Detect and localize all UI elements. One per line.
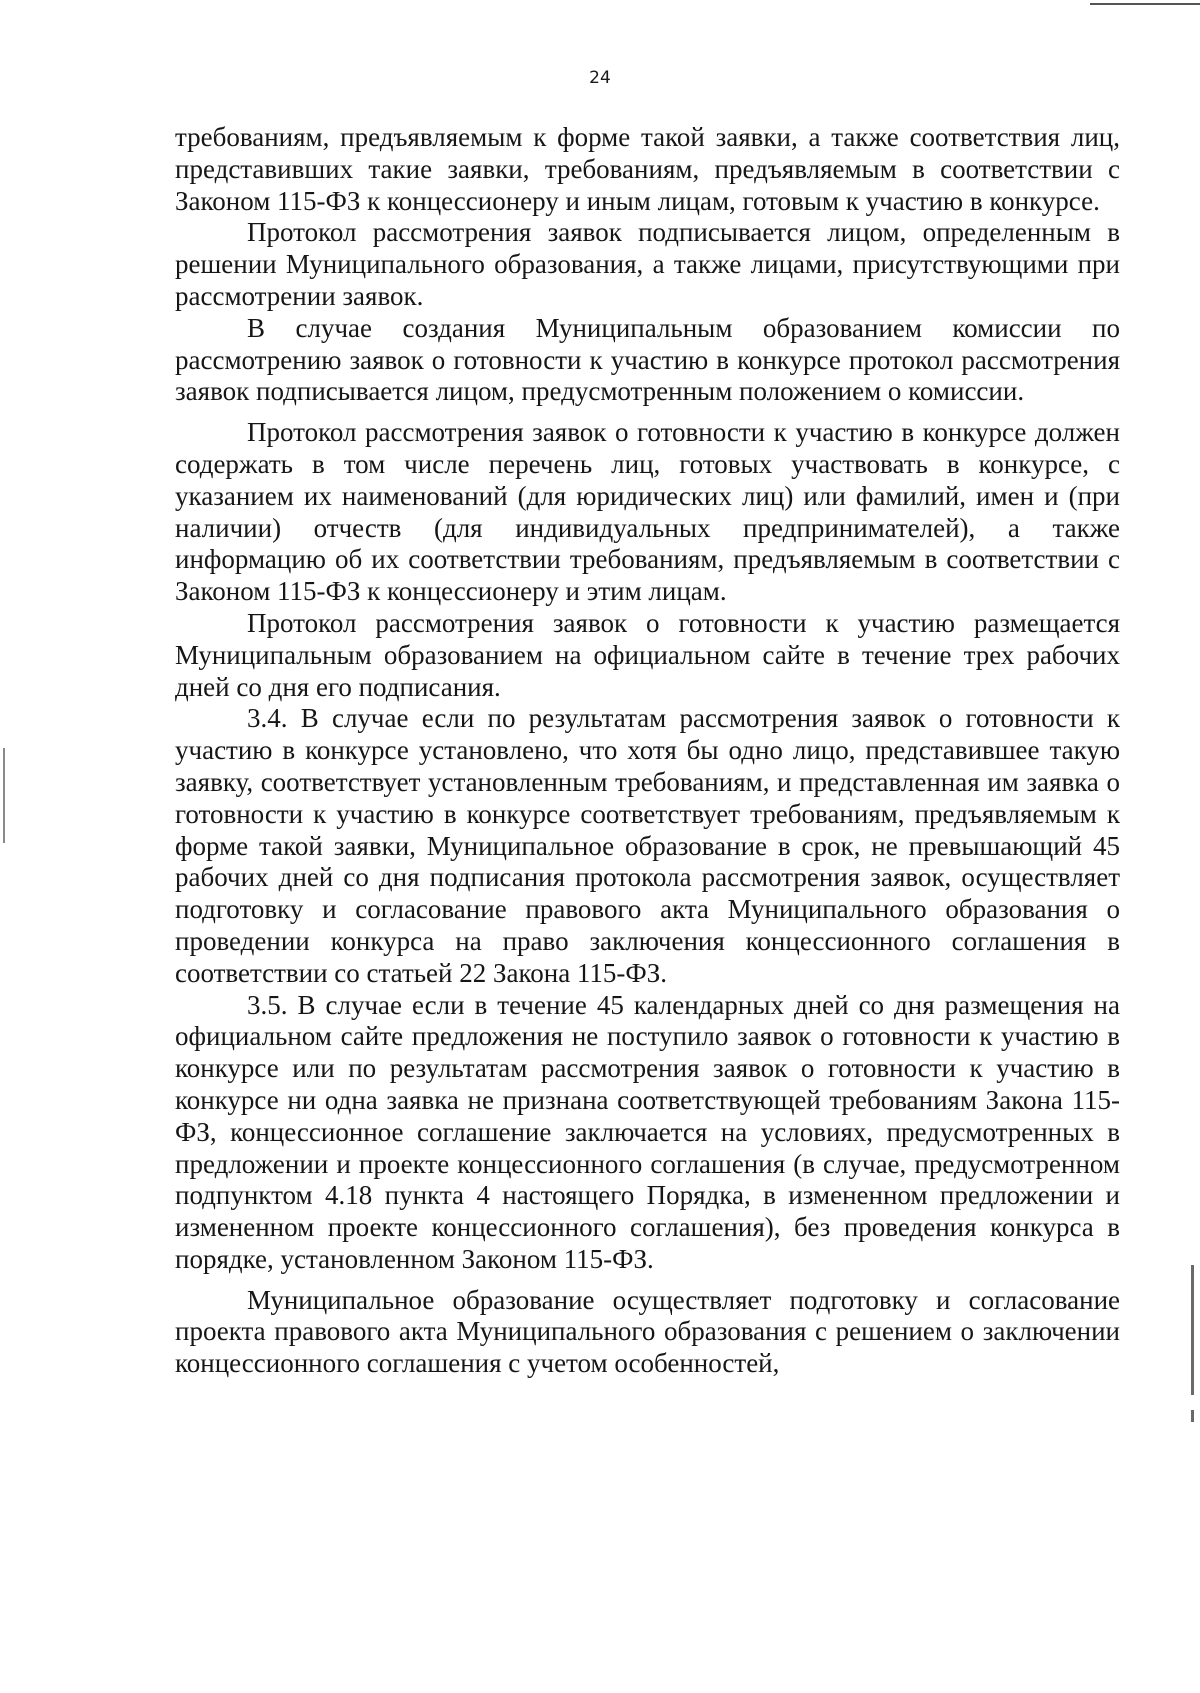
scan-edge-mark-left-small bbox=[3, 822, 5, 832]
paragraph-protocol-signing: Протокол рассмотрения заявок подписывается лицом, определенным в решении Муниципального образования, а также лицами, присутствующими при рассмотрении заявок. bbox=[175, 217, 1120, 311]
paragraph-municipal-preparation: Муниципальное образование осуществляет подготовку и согласование проекта правового акта Муниципального образования с решением о заключении концессионного соглашения с учетом особенностей, bbox=[175, 1284, 1120, 1379]
paragraph-section-3-5: 3.5. В случае если в течение 45 календарных дней со дня размещения на официальном сайте предложения не поступило заявок о готовности к участию в конкурсе или по результатам рассмотрения заявок о готовности к участию в конкурсе ни одна заявка не признана соответствующей требованиям Закона 115-ФЗ, концессионное соглашение заключается на условиях, предусмотренных в предложении и проекте концессионного соглашения (в случае, предусмотренном подпунктом 4.18 пункта 4 настоящего Порядка, в измененном предложении и измененном проекте концессионного соглашения), без проведения конкурса в порядке, установленном Законом 115-ФЗ. bbox=[175, 989, 1120, 1274]
paragraph-commission-case: В случае создания Муниципальным образованием комиссии по рассмотрению заявок о готовности к участию в конкурсе протокол рассмотрения заявок подписывается лицом, предусмотренным положением о комиссии. bbox=[175, 312, 1120, 407]
paragraph-protocol-contents: Протокол рассмотрения заявок о готовности к участию в конкурсе должен содержать в том числе перечень лиц, готовых участвовать в конкурсе, с указанием их наименований (для юридических лиц) или фамилий, имен и (при наличии) отчеств (для индивидуальных предпринимателей), а также информацию об их соответствии требованиям, предъявляемым в соответствии с Законом 115-ФЗ к концессионеру и этим лицам. bbox=[175, 417, 1120, 607]
scan-edge-line bbox=[1090, 3, 1200, 5]
paragraph-requirements-continuation: требованиям, предъявляемым к форме такой заявки, а также соответствия лиц, представивших такие заявки, требованиям, предъявляемым в соответствии с Законом 115-ФЗ к концессионеру и иным лицам, готовым к участию в конкурсе. bbox=[175, 122, 1120, 216]
paragraph-protocol-publication: Протокол рассмотрения заявок о готовности к участию размещается Муниципальным образованием на официальном сайте в течение трех рабочих дней со дня его подписания. bbox=[175, 607, 1120, 702]
scan-edge-mark-right-small bbox=[1191, 1410, 1194, 1422]
page-number: 24 bbox=[589, 68, 611, 88]
document-body bbox=[175, 122, 1120, 1380]
paragraph-section-3-4: 3.4. В случае если по результатам рассмотрения заявок о готовности к участию в конкурсе установлено, что хотя бы одно лицо, представившее такую заявку, соответствует установленным требованиям, и представленная им заявка о готовности к участию в конкурсе соответствует требованиям, предъявляемым к форме такой заявки, Муниципальное образование в срок, не превышающий 45 рабочих дней со дня подписания протокола рассмотрения заявок, осуществляет подготовку и согласование правового акта Муниципального образования о проведении конкурса на право заключения концессионного соглашения в соответствии со статьей 22 Закона 115-ФЗ. bbox=[175, 703, 1120, 988]
scan-edge-mark-right bbox=[1191, 1265, 1194, 1395]
